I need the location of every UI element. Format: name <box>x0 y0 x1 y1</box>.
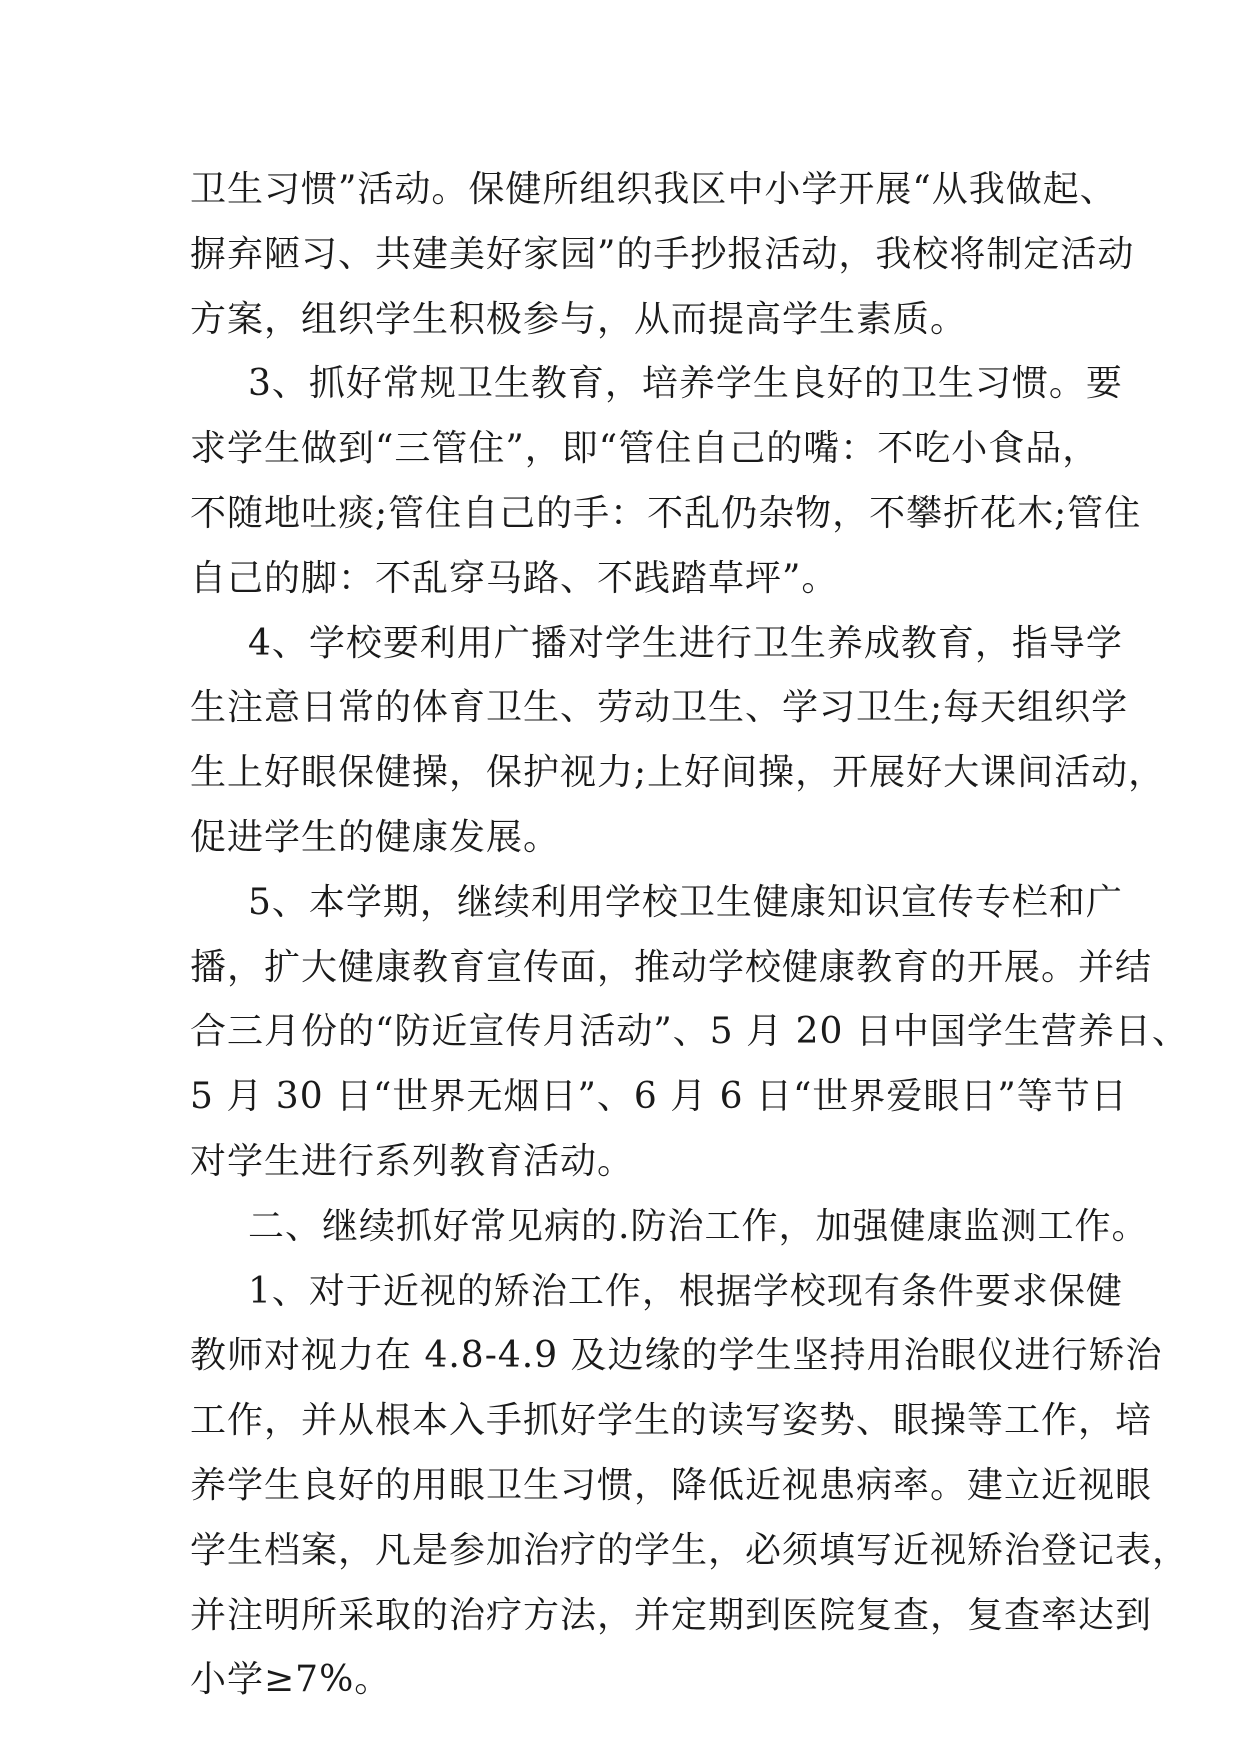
text-line: 不随地吐痰;管住自己的手：不乱仍杂物，不攀折花木;管住 <box>190 492 1142 534</box>
text-line: 教师对视力在 4.8-4.9 及边缘的学生坚持用治眼仪进行矫治 <box>190 1335 1163 1377</box>
text-line: 学生档案，凡是参加治疗的学生，必须填写近视矫治登记表， <box>190 1529 1190 1571</box>
text-line: 摒弃陋习、共建美好家园”的手抄报活动，我校将制定活动 <box>190 233 1135 275</box>
text-line: 促进学生的健康发展。 <box>190 816 561 858</box>
text-line: 养学生良好的用眼卫生习惯，降低近视患病率。建立近视眼 <box>190 1464 1153 1506</box>
text-line: 卫生习惯”活动。保健所组织我区中小学开展“从我做起、 <box>190 169 1117 210</box>
text-line: 播，扩大健康教育宣传面，推动学校健康教育的开展。并结 <box>190 946 1153 988</box>
text-line: 工作，并从根本入手抓好学生的读写姿势、眼操等工作，培 <box>190 1400 1153 1442</box>
text-line: 并注明所采取的治疗方法，并定期到医院复查，复查率达到 <box>190 1594 1153 1636</box>
text-line: 小学≥7%。 <box>190 1659 392 1701</box>
body-text <box>190 158 1190 1713</box>
text-line: 5 月 30 日“世界无烟日”、6 月 6 日“世界爱眼日”等节日 <box>190 1076 1128 1118</box>
text-line: 生注意日常的体育卫生、劳动卫生、学习卫生;每天组织学 <box>190 687 1129 729</box>
text-line: 合三月份的“防近宣传月活动”、5 月 20 日中国学生营养日、 <box>190 1011 1189 1053</box>
section-2-heading: 二、继续抓好常见病的.防治工作，加强健康监测工作。 <box>248 1205 1149 1247</box>
text-line: 生上好眼保健操，保护视力;上好间操，开展好大课间活动， <box>190 752 1166 794</box>
paragraph-5-start: 5、本学期，继续利用学校卫生健康知识宣传专栏和广 <box>248 881 1123 923</box>
text-line: 方案，组织学生积极参与，从而提高学生素质。 <box>190 298 968 340</box>
text-line: 对学生进行系列教育活动。 <box>190 1140 635 1182</box>
text-line: 求学生做到“三管住”，即“管住自己的嘴：不吃小食品， <box>190 428 1100 470</box>
paragraph-3-start: 3、抓好常规卫生教育，培养学生良好的卫生习惯。要 <box>248 363 1123 405</box>
paragraph-4-start: 4、学校要利用广播对学生进行卫生养成教育，指导学 <box>248 622 1123 664</box>
paragraph-1-start: 1、对于近视的矫治工作，根据学校现有条件要求保健 <box>248 1270 1123 1312</box>
text-line: 自己的脚：不乱穿马路、不践踏草坪”。 <box>190 557 839 599</box>
